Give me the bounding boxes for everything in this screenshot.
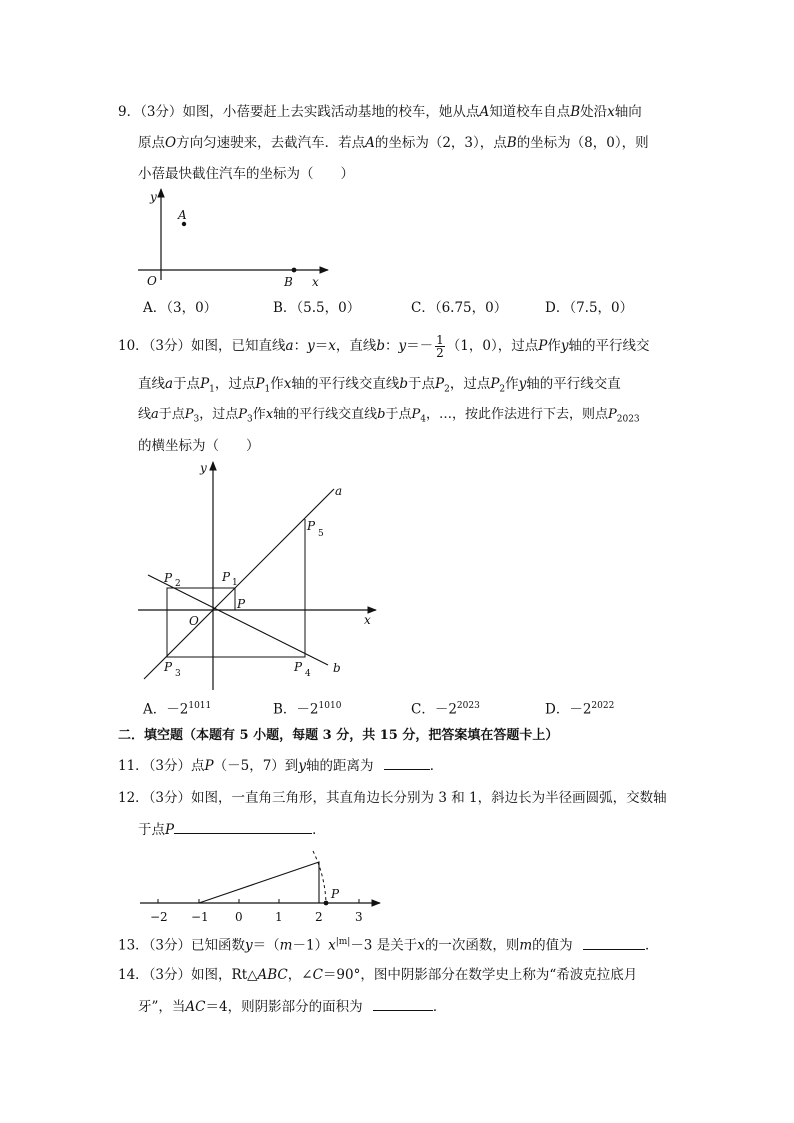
q10-p5-label: P xyxy=(307,519,316,533)
q12-line1: 12．（3分）如图，一直角三角形，其直角边长分别为 3 和 1，斜边长为半径画圆弧，交数轴 xyxy=(118,790,667,806)
q12-figure xyxy=(138,848,388,926)
q9-option-a[interactable]: A．（3，0） xyxy=(143,300,218,316)
q10-b-label: b xyxy=(333,661,341,675)
q10-y-label: y xyxy=(200,461,207,475)
q10-construction-path xyxy=(167,519,305,657)
q12-triangle xyxy=(199,862,319,903)
q10-p-label: P xyxy=(237,597,246,611)
q10-p1-sub: 1 xyxy=(232,578,238,588)
q10-options xyxy=(143,696,703,716)
q10-fraction: $\frac{1}{2}$ xyxy=(436,333,444,360)
q9-line3: 小蓓最快截住汽车的坐标为（ ） xyxy=(138,166,354,182)
q10-option-b[interactable]: B．$-2^{1010}$ xyxy=(273,701,342,718)
q10-p1-label: P xyxy=(222,570,231,584)
q9-line1: 9．（3分）如图，小蓓要赶上去实践活动基地的校车，她从点A知道校车自点B处沿x轴向 xyxy=(118,104,642,120)
q10-p5-sub: 5 xyxy=(318,529,324,539)
q9-option-b[interactable]: B．（5.5，0） xyxy=(273,300,361,316)
q9-option-c[interactable]: C．（6.75，0） xyxy=(411,300,508,316)
q10-p2-label: P xyxy=(164,571,173,585)
q10-p4-label: P xyxy=(294,660,303,674)
q13-answer-blank[interactable] xyxy=(583,937,645,950)
q11-line: 11．（3分）点P（－5，7）到y轴的距离为 ． xyxy=(118,758,444,774)
q14-answer-blank[interactable] xyxy=(373,998,433,1011)
q10-p3-label: P xyxy=(164,660,173,674)
q10-p4-sub: 4 xyxy=(305,669,311,679)
q12-tick-label-m1: −1 xyxy=(191,910,209,924)
q10-line2: 直线a于点$P_1$，过点$P_1$作x轴的平行线交直线b于点$P_2$，过点$P_2$作y轴的平行线交直 xyxy=(138,376,621,395)
q12-line2: 于点P ． xyxy=(138,822,326,838)
q12-tick-label-2: 2 xyxy=(315,910,323,924)
q12-tick-label-m2: −2 xyxy=(150,910,168,924)
q9-option-d[interactable]: D．（7.5，0） xyxy=(545,300,634,316)
q10-option-c[interactable]: C．$-2^{2023}$ xyxy=(411,701,480,718)
q10-o-label: O xyxy=(189,614,199,628)
q10-figure xyxy=(138,458,388,690)
q14-line1: 14．（3分）如图，Rt△ABC，∠C＝90°，图中阴影部分在数学史上称为“希波克拉底月 xyxy=(118,967,638,983)
q10-option-a[interactable]: A．$-2^{1011}$ xyxy=(143,701,212,718)
q9-b-label: B xyxy=(284,275,293,289)
q9-y-label: y xyxy=(150,190,157,204)
section2-heading: 二．填空题（本题有 5 小题，每题 3 分，共 15 分，把答案填在答题卡上） xyxy=(118,728,559,743)
q12-point-p xyxy=(324,901,329,906)
q10-line3: 线a于点$P_3$，过点$P_3$作x轴的平行线交直线b于点$P_4$，…，按此作法进行下去，则点$P_{2023}$ xyxy=(138,407,640,425)
q9-x-label: x xyxy=(312,275,319,289)
q11-answer-blank[interactable] xyxy=(384,757,430,770)
q10-line4: 的横坐标为（ ） xyxy=(138,438,260,454)
q10-option-d[interactable]: D．$-2^{2022}$ xyxy=(545,701,615,718)
q12-tick-label-1: 1 xyxy=(275,910,283,924)
q9-options xyxy=(143,298,703,318)
q12-p-label: P xyxy=(331,887,340,901)
q14-line2: 牙”，当AC＝4，则阴影部分的面积为 ． xyxy=(138,999,447,1015)
q13-line: 13．（3分）已知函数$y=(m-1)x^{|m|}-3$ 是关于x的一次函数，则m的值为 ． xyxy=(118,937,659,954)
q10-x-label: x xyxy=(364,613,371,627)
q9-point-a xyxy=(182,222,186,226)
q9-line2: 原点O方向匀速驶来，去截汽车．若点A的坐标为（2，3），点B的坐标为（8，0），则 xyxy=(138,135,649,151)
q9-figure xyxy=(130,185,340,295)
q10-p2-sub: 2 xyxy=(175,579,181,589)
q12-answer-blank[interactable] xyxy=(174,821,312,834)
q9-a-label: A xyxy=(178,208,187,222)
q9-o-label: O xyxy=(147,274,157,288)
q10-a-label: a xyxy=(335,484,343,498)
q10-p3-sub: 3 xyxy=(175,669,181,679)
q9-point-b xyxy=(292,268,297,273)
q12-tick-label-3: 3 xyxy=(355,910,363,924)
q12-tick-label-0: 0 xyxy=(235,910,243,924)
q10-line1: 10．（3分）如图，已知直线a：y＝x，直线b：y＝－ $\frac{1}{2}$ （1，0），过点P作y轴的平行线交 xyxy=(118,333,650,360)
